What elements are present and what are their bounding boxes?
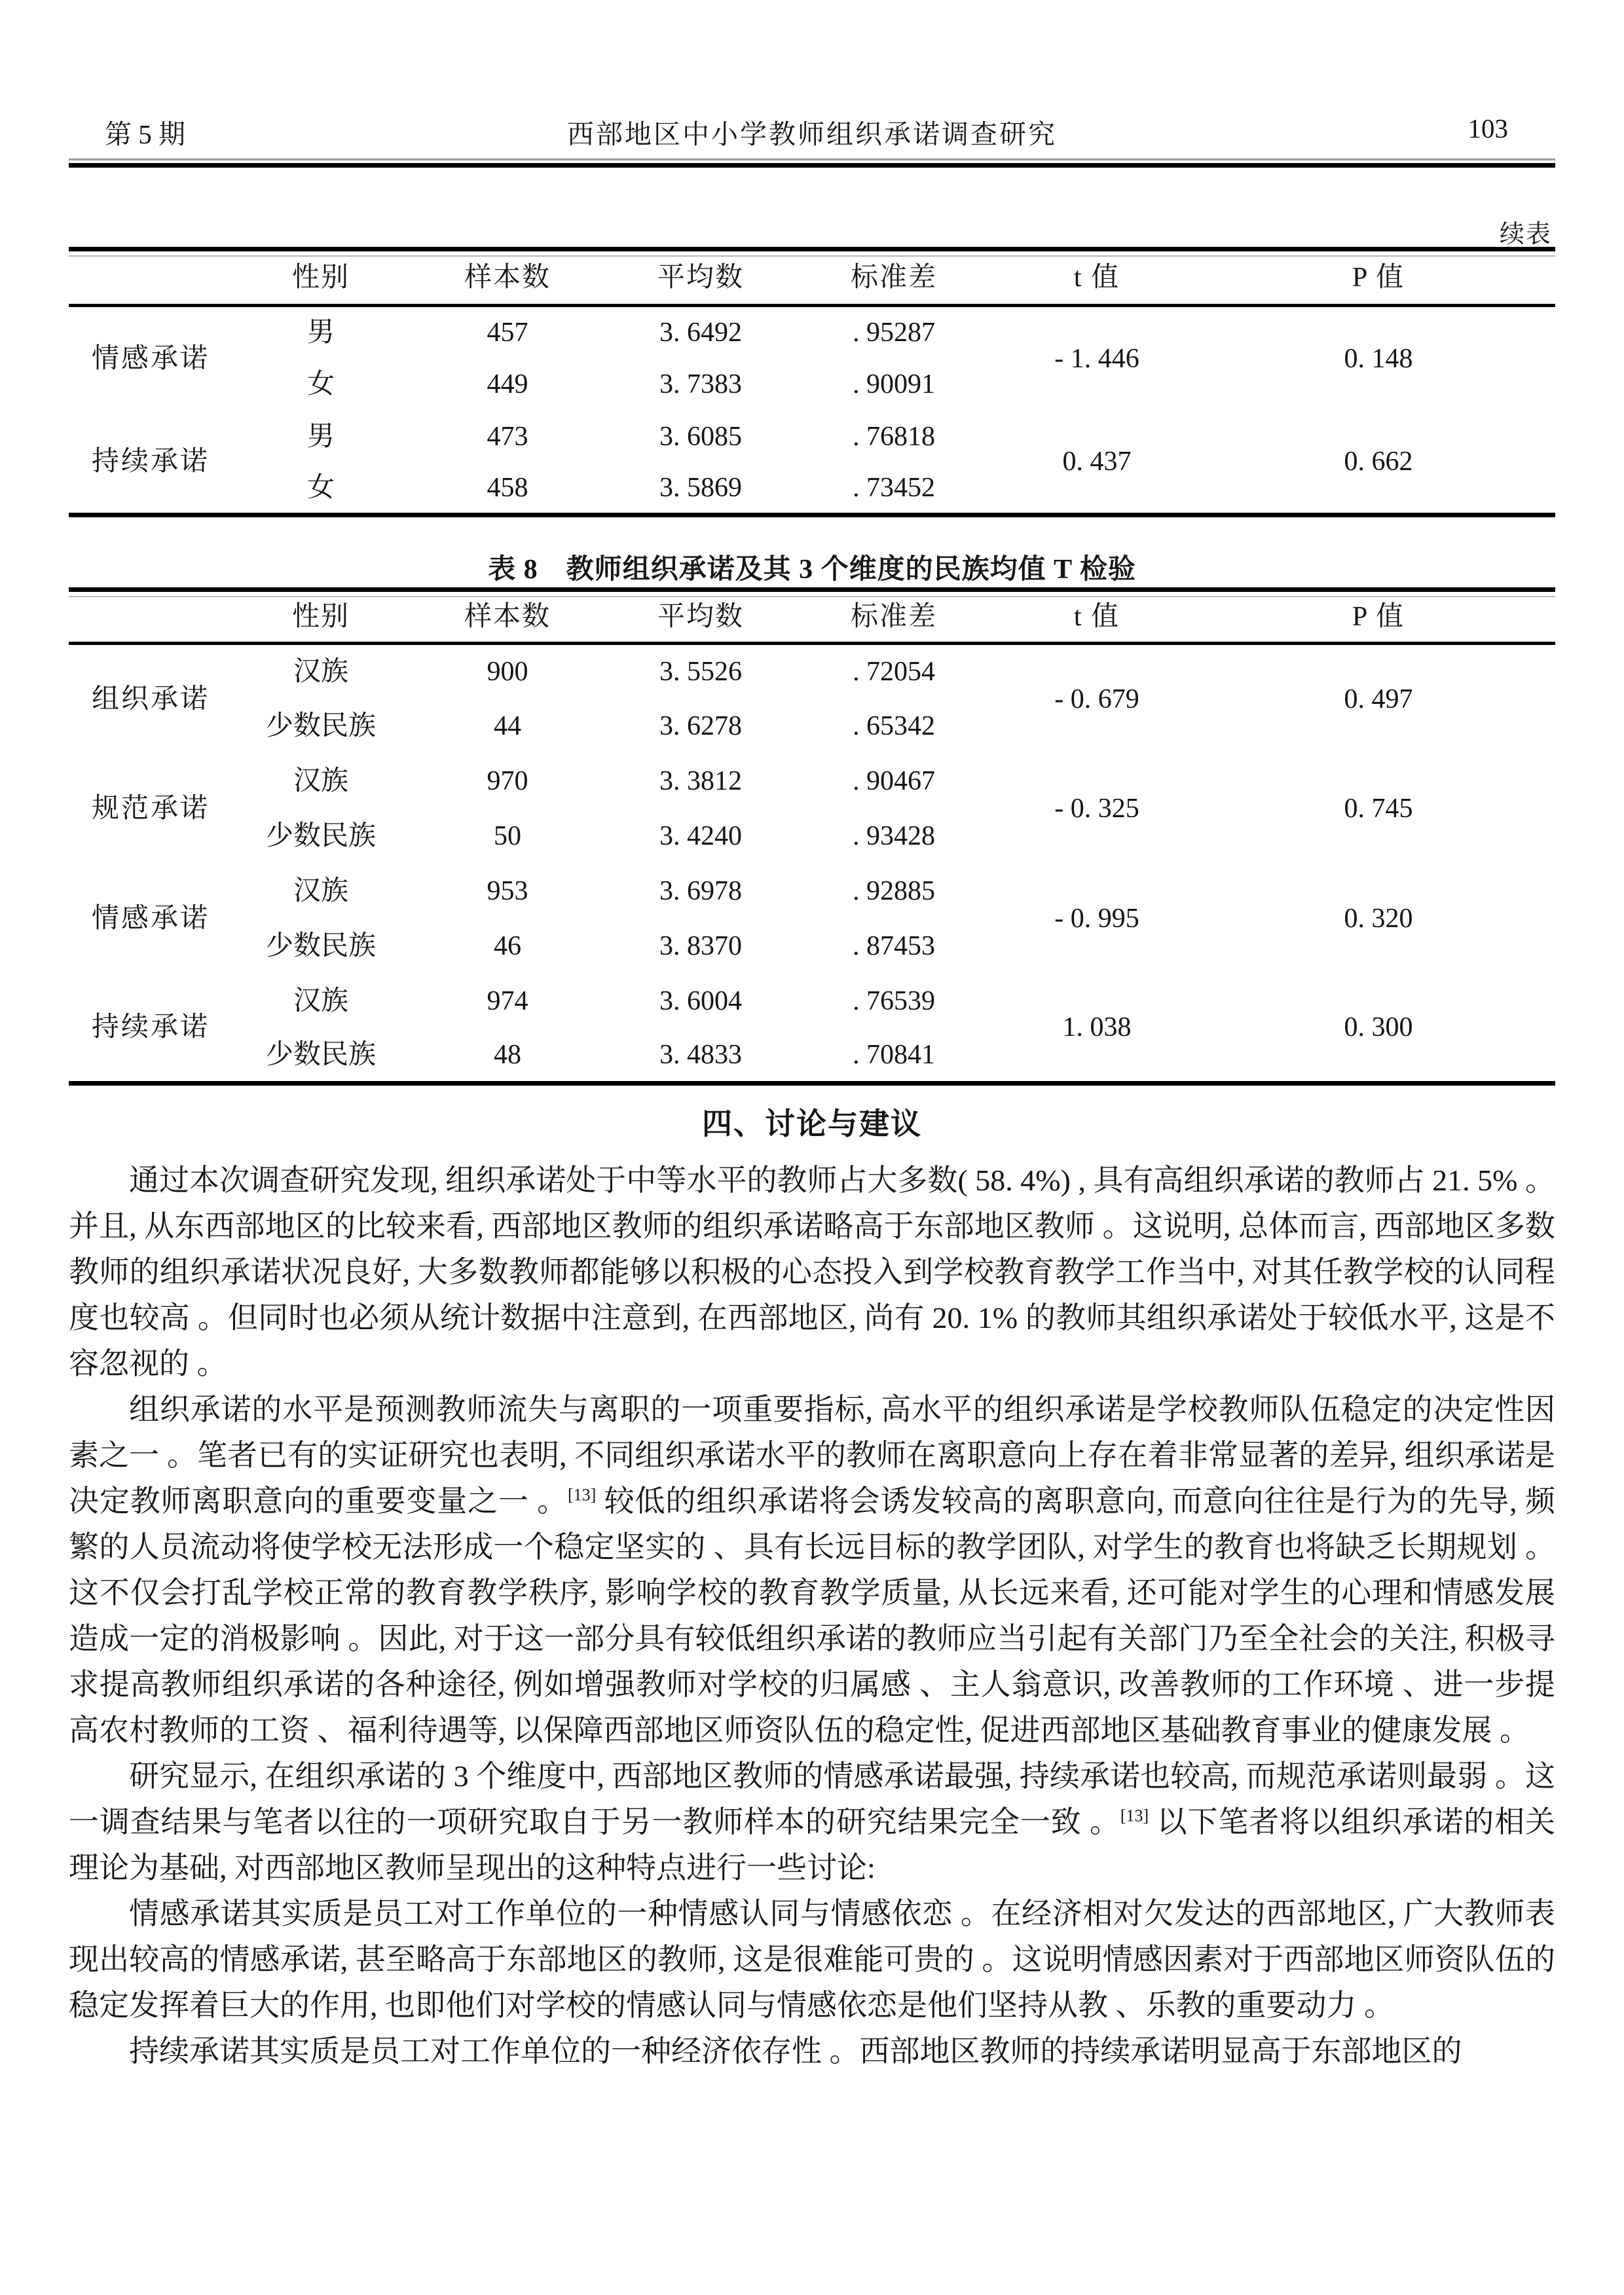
p-value-cell: 0. 320 — [1344, 903, 1413, 934]
mean-cell: 3. 6492 — [659, 317, 742, 348]
sd-cell: . 76818 — [853, 421, 935, 452]
column-header-t: t 值 — [1073, 263, 1120, 293]
column-header-blank — [69, 249, 232, 306]
table-row — [69, 306, 1555, 358]
column-header-blank — [69, 590, 232, 644]
issue-number: 第 5 期 — [105, 119, 185, 149]
discussion-text — [69, 1158, 1555, 2074]
group-cell: 女 — [306, 472, 335, 503]
column-header-gender: 性别 — [291, 602, 350, 632]
paragraph-text: 组织承诺的水平是预测教师流失与离职的一项重要指标, 高水平的组织承诺是学校教师队伍稳定的决定性因素之一 。笔者已有的实证研究也表明, 不同组织承诺水平的教师在离职意向上存在着非常显著的差异, 组织承诺是决定教师离职意向的重要变量之一 。 — [69, 1393, 1555, 1518]
paragraph — [69, 1753, 1555, 1891]
column-header-n: 样本数 — [464, 602, 551, 632]
t-value-cell: 1. 038 — [1062, 1012, 1132, 1042]
mean-cell: 3. 7383 — [659, 369, 742, 399]
table-row — [69, 974, 1555, 1029]
dimension-label: 持续承诺 — [91, 446, 210, 477]
group-cell: 男 — [306, 421, 335, 452]
n-cell: 953 — [487, 875, 528, 906]
group-cell: 少数民族 — [265, 1039, 376, 1070]
n-cell: 46 — [494, 930, 521, 961]
column-header-mean: 平均数 — [657, 263, 744, 293]
sd-cell: . 87453 — [853, 930, 935, 961]
table-row — [69, 644, 1555, 699]
mean-cell: 3. 5526 — [659, 656, 742, 687]
mean-cell: 3. 3812 — [659, 765, 742, 796]
table1-thin-rule — [69, 255, 1555, 257]
header-rule-thick — [69, 163, 1555, 168]
p-value-cell: 0. 662 — [1344, 446, 1413, 477]
t-value-cell: - 0. 325 — [1054, 793, 1139, 824]
gender-ttest-table-continued — [69, 247, 1555, 517]
table-row — [69, 411, 1555, 463]
mean-cell: 3. 8370 — [659, 930, 742, 961]
sd-cell: . 92885 — [853, 875, 935, 906]
sd-cell: . 70841 — [853, 1039, 935, 1070]
sd-cell: . 65342 — [853, 710, 935, 741]
column-header-p: P 值 — [1352, 263, 1405, 293]
t-value-cell: - 1. 446 — [1054, 343, 1139, 374]
group-cell: 少数民族 — [265, 710, 376, 741]
table-header-row — [69, 249, 1555, 306]
header-rule-thin — [69, 158, 1555, 160]
column-header-sd: 标准差 — [850, 263, 937, 293]
dimension-label: 情感承诺 — [91, 343, 210, 374]
column-header-sd: 标准差 — [850, 602, 937, 632]
table-body — [69, 644, 1555, 1084]
paragraph: 情感承诺其实质是员工对工作单位的一种情感认同与情感依恋 。在经济相对欠发达的西部地区, 广大教师表现出较高的情感承诺, 甚至略高于东部地区的教师, 这是很难能可贵的 。这说明情感因素对于西部地区师资队伍的稳定发挥着巨大的作用, 也即他们对学校的情感认同与情感依恋是他们坚持从教 、乐教的重要动力 。 — [69, 1897, 1555, 2022]
n-cell: 473 — [487, 421, 528, 452]
ethnicity-ttest-table — [69, 587, 1555, 1086]
column-header-gender: 性别 — [291, 263, 350, 293]
citation-ref: [13] — [1120, 1806, 1149, 1826]
group-cell: 男 — [306, 317, 335, 348]
group-cell: 汉族 — [293, 765, 348, 796]
dimension-label: 组织承诺 — [91, 684, 210, 714]
n-cell: 44 — [494, 710, 521, 741]
dimension-label: 情感承诺 — [91, 903, 210, 934]
mean-cell: 3. 6085 — [659, 421, 742, 452]
p-value-cell: 0. 745 — [1344, 793, 1413, 824]
citation-ref: [13] — [567, 1485, 597, 1505]
sd-cell: . 72054 — [853, 656, 935, 687]
group-cell: 少数民族 — [265, 820, 376, 851]
group-cell: 少数民族 — [265, 930, 376, 961]
mean-cell: 3. 4833 — [659, 1039, 742, 1070]
mean-cell: 3. 4240 — [659, 820, 742, 851]
sd-cell: . 76539 — [853, 985, 935, 1016]
running-title: 西部地区中小学教师组织承诺调查研究 — [567, 119, 1057, 149]
table-head — [69, 590, 1555, 644]
column-header-p: P 值 — [1352, 602, 1405, 632]
n-cell: 48 — [494, 1039, 521, 1070]
paragraph-text: 较低的组织承诺将会诱发较高的离职意向, 而意向往往是行为的先导, 频繁的人员流动将使学校无法形成一个稳定坚实的 、具有长远目标的教学团队, 对学生的教育也将缺乏长期规划 。这不仅会打乱学校正常的教育教学秩序, 影响学校的教育教学质量, 从长远来看, 还可能对学生的心理和情感发展造成一定的消极影响 。因此, 对于这一部分具有较低组织承诺的教师应当引起有关部门乃至全社会的关注, 积极寻求提高教师组织承诺的各种途径, 例如增强教师对学校的归属感 、主人翁意识, 改善教师的工作环境 、进一步提高农村教师的工资 、福利待遇等, 以保障西部地区师资队伍的稳定性, 促进西部地区基础教育事业的健康发展 。 — [69, 1484, 1556, 1747]
group-cell: 汉族 — [293, 656, 348, 687]
table-head — [69, 249, 1555, 306]
column-header-t: t 值 — [1073, 602, 1120, 632]
table-body — [69, 306, 1555, 515]
mean-cell: 3. 5869 — [659, 472, 742, 503]
group-cell: 女 — [306, 369, 335, 399]
table-row — [69, 864, 1555, 919]
table-header-row — [69, 590, 1555, 644]
paragraph — [69, 1387, 1555, 1753]
mean-cell: 3. 6278 — [659, 710, 742, 741]
n-cell: 458 — [487, 472, 528, 503]
sd-cell: . 93428 — [853, 820, 935, 851]
paragraph: 通过本次调查研究发现, 组织承诺处于中等水平的教师占大多数( 58. 4%) , 具有高组织承诺的教师占 21. 5% 。并且, 从东西部地区的比较来看, 西部地区教师的组织承诺略高于东部地区教师 。这说明, 总体而言, 西部地区多数教师的组织承诺状况良好, 大多数教师都能够以积极的心态投入到学校教育教学工作当中, 对其任教学校的认同程度也较高 。但同时也必须从统计数据中注意到, 在西部地区, 尚有 20. 1% 的教师其组织承诺处于较低水平, 这是不容忽视的 。 — [69, 1164, 1555, 1380]
t-value-cell: 0. 437 — [1062, 446, 1132, 477]
continued-table-label: 续表 — [1499, 221, 1552, 248]
p-value-cell: 0. 148 — [1344, 343, 1413, 374]
p-value-cell: 0. 300 — [1344, 1012, 1413, 1042]
sd-cell: . 90091 — [853, 369, 935, 399]
column-header-mean: 平均数 — [657, 602, 744, 632]
mean-cell: 3. 6004 — [659, 985, 742, 1016]
table8-thin-rule — [69, 596, 1555, 597]
paragraph-text: 研究显示, 在组织承诺的 3 个维度中, 西部地区教师的情感承诺最强, 持续承诺也较高, 而规范承诺则最弱 。这一调查结果与笔者以往的一项研究取自于另一教师样本的研究结果完全一致 。 — [69, 1759, 1555, 1839]
sd-cell: . 90467 — [853, 765, 935, 796]
sd-cell: . 73452 — [853, 472, 935, 503]
paragraph-text: 以下笔者将以组织承诺的相关理论为基础, 对西部地区教师呈现出的这种特点进行一些讨论: — [69, 1805, 1556, 1884]
n-cell: 900 — [487, 656, 528, 687]
p-value-cell: 0. 497 — [1344, 684, 1413, 714]
dimension-label: 规范承诺 — [91, 793, 210, 824]
table8-caption: 表 8 教师组织承诺及其 3 个维度的民族均值 T 检验 — [488, 555, 1136, 585]
t-value-cell: - 0. 679 — [1054, 684, 1139, 714]
n-cell: 457 — [487, 317, 528, 348]
mean-cell: 3. 6978 — [659, 875, 742, 906]
page-number: 103 — [1467, 113, 1508, 143]
running-head — [69, 113, 1555, 147]
section-heading: 四、讨论与建议 — [702, 1107, 922, 1141]
n-cell: 974 — [487, 985, 528, 1016]
table-row — [69, 754, 1555, 809]
group-cell: 汉族 — [293, 985, 348, 1016]
n-cell: 50 — [494, 820, 521, 851]
n-cell: 449 — [487, 369, 528, 399]
paragraph: 持续承诺其实质是员工对工作单位的一种经济依存性 。西部地区教师的持续承诺明显高于东部地区的 — [129, 2034, 1462, 2068]
n-cell: 970 — [487, 765, 528, 796]
dimension-label: 持续承诺 — [91, 1012, 210, 1042]
sd-cell: . 95287 — [853, 317, 935, 348]
group-cell: 汉族 — [293, 875, 348, 906]
t-value-cell: - 0. 995 — [1054, 903, 1139, 934]
column-header-n: 样本数 — [464, 263, 551, 293]
